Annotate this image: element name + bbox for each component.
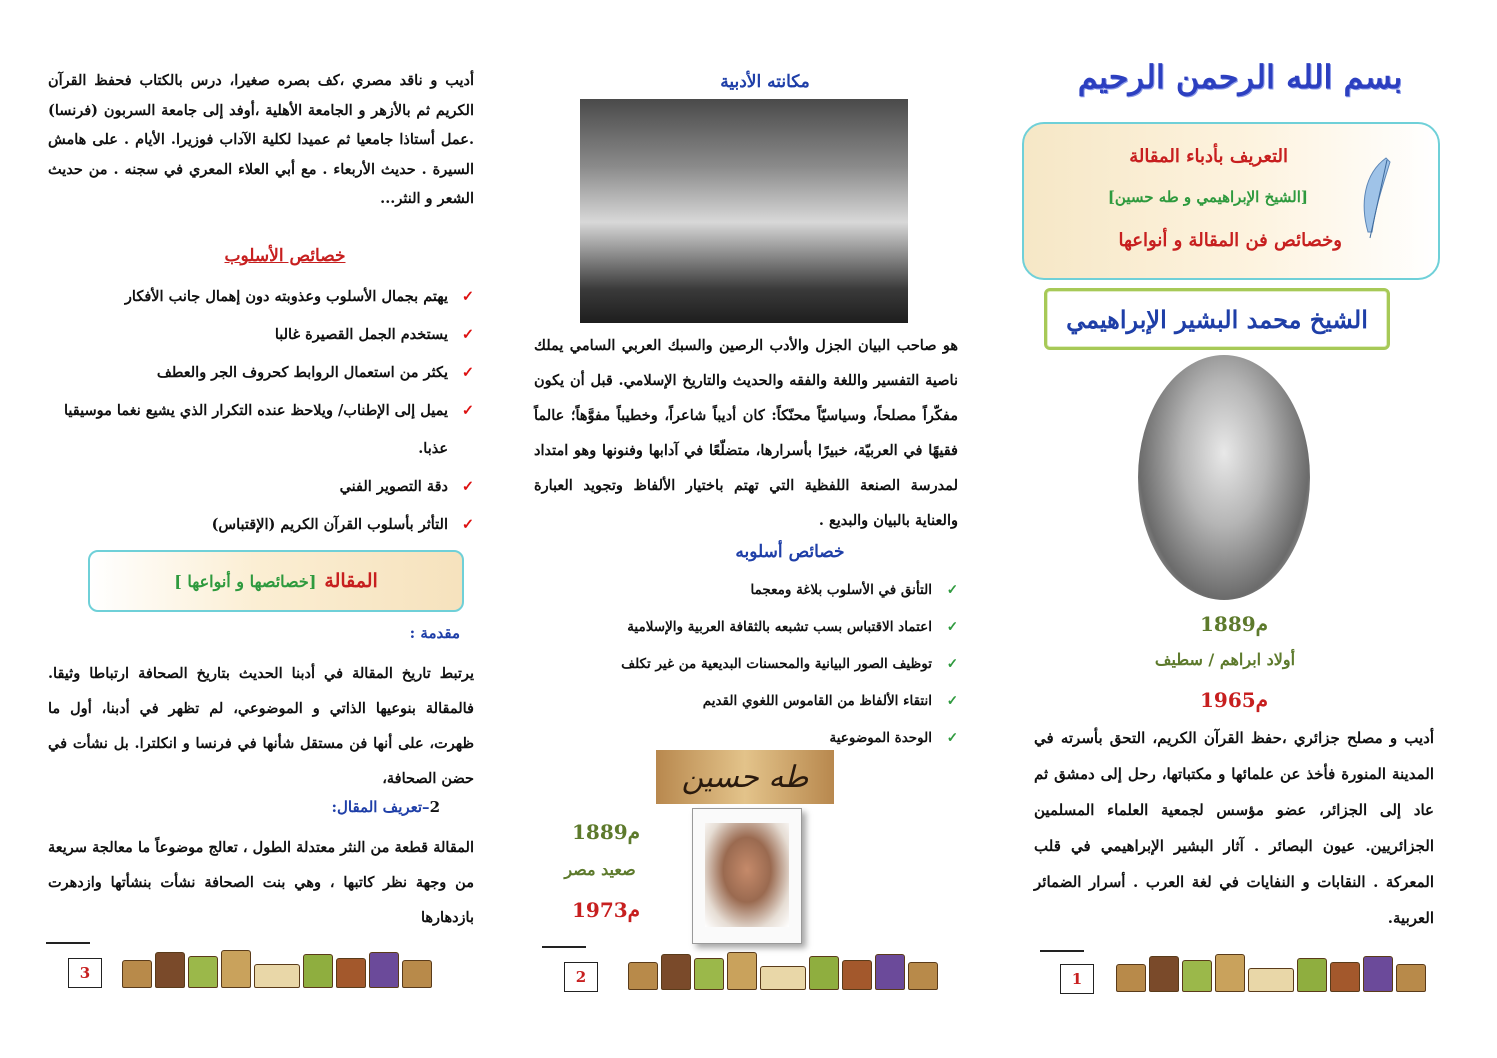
- book-icon: [1297, 958, 1327, 992]
- footer-rule: [542, 946, 586, 948]
- portrait-taha: [705, 823, 789, 927]
- intro-heading: مقدمة :: [409, 624, 460, 642]
- list-item: ✓ يميل إلى الإطناب/ ويلاحظ عنده التكرار الذي يشيع نغما موسيقيا عذبا.: [48, 392, 474, 468]
- check-icon: ✓: [461, 478, 474, 495]
- book-icon: [760, 966, 806, 990]
- definition-heading: [331, 798, 440, 816]
- intro-paragraph: يرتبط تاريخ المقالة في أدبنا الحديث بتاريخ الصحافة ارتباطا وثيقا. فالمقالة بنوعيها الذاتي و الموضوعي، لم تظهر في أدبنا، أول ما ظهرت، على أنها فن مستقل شأنها في فرنسا و انكلترا. بل نشأت في حضن الصحافة،: [48, 665, 474, 787]
- historical-photo: [580, 99, 908, 323]
- page-2: [520, 0, 970, 1058]
- article-title-green: [خصائصها و أنواعها ]: [174, 571, 317, 591]
- list-item: ✓ التأثر بأسلوب القرآن الكريم (الإقتباس): [48, 506, 474, 544]
- definition-number: 2: [429, 798, 440, 816]
- page-number-2: 2: [564, 962, 598, 992]
- taha-bio-paragraph: أديب و ناقد مصري ،كف بصره صغيرا، درس بالكتاب فحفظ القرآن الكريم ثم بالأزهر و الجامعة الأهلية ،أوفد إلى جامعة السربون (فرنسا) .عمل أستاذا جامعيا ثم عميدا لكلية الآداب فوزيرا. الأيام . على هامش السيرة . حديث الأربعاء . مع أبي العلاء المعري في سجنه . من حديث الشعر و النثر...: [48, 72, 474, 207]
- title-line-3: وخصائص فن المقالة و أنواعها: [1118, 230, 1342, 251]
- title-box: [1022, 122, 1440, 280]
- book-icon: [842, 960, 872, 990]
- book-icon: [1330, 962, 1360, 992]
- book-icon: [694, 958, 724, 990]
- book-icon: [1396, 964, 1426, 992]
- style-heading-2: خصائص أسلوبه: [735, 542, 845, 562]
- list-item: ✓ اعتماد الاقتباس بسب تشبعه بالثقافة العربية والإسلامية: [560, 609, 958, 646]
- book-icon: [661, 954, 691, 990]
- books-decoration: [1116, 954, 1436, 992]
- list-item: ✓ التأنق في الأسلوب بلاغة ومعجما: [560, 572, 958, 609]
- article-title-red: المقالة: [324, 570, 378, 592]
- taha-birth-place: صعيد مصر: [564, 860, 636, 879]
- check-icon: ✓: [461, 516, 474, 533]
- name-banner-text: الشيخ محمد البشير الإبراهيمي: [1066, 304, 1368, 334]
- name-banner: [1044, 288, 1390, 350]
- book-icon: [221, 950, 251, 988]
- book-icon: [727, 952, 757, 990]
- list-item: ✓ الوحدة الموضوعية: [560, 720, 958, 757]
- check-icon: ✓: [461, 326, 474, 343]
- book-icon: [875, 954, 905, 990]
- book-icon: [1149, 956, 1179, 992]
- book-icon: [336, 958, 366, 988]
- page-3: [40, 0, 480, 1058]
- literary-status-heading: مكانته الأدبية: [720, 72, 810, 92]
- footer-rule: [46, 942, 90, 944]
- book-icon: [254, 964, 300, 988]
- list-item: ✓ يكثر من استعمال الروابط كحروف الجر والعطف: [48, 354, 474, 392]
- list-item: ✓ يهتم بجمال الأسلوب وعذوبته دون إهمال جانب الأفكار: [48, 278, 474, 316]
- birth-year: 1889م: [1200, 612, 1269, 636]
- page-number-3: 3: [68, 958, 102, 988]
- books-decoration: [628, 952, 968, 990]
- title-line-2: [الشيخ الإبراهيمي و طه حسين]: [1107, 188, 1308, 206]
- list-item: ✓ توظيف الصور البيانية والمحسنات البديعية من غير تكلف: [560, 646, 958, 683]
- check-icon: ✓: [946, 730, 958, 746]
- book-icon: [908, 962, 938, 990]
- check-icon: ✓: [946, 656, 958, 672]
- feather-icon: [1354, 154, 1394, 244]
- check-icon: ✓: [461, 364, 474, 381]
- death-year: 1965م: [1200, 688, 1269, 712]
- article-title-box: [88, 550, 464, 612]
- list-item: ✓ انتقاء الألفاظ من القاموس اللغوي القديم: [560, 683, 958, 720]
- book-icon: [1363, 956, 1393, 992]
- check-icon: ✓: [946, 619, 958, 635]
- portrait-taha-frame: [692, 808, 802, 944]
- taha-birth-year: 1889م: [572, 820, 641, 844]
- definition-heading-text: –تعريف المقال:: [331, 798, 430, 816]
- book-icon: [1116, 964, 1146, 992]
- page-number-1: 1: [1060, 964, 1094, 994]
- book-icon: [303, 954, 333, 988]
- book-icon: [809, 956, 839, 990]
- book-icon: [402, 960, 432, 988]
- book-icon: [628, 962, 658, 990]
- literary-status-paragraph: هو صاحب البيان الجزل والأدب الرصين والسبك العربي السامي يملك ناصية التفسير واللغة والفقه والحديث والتاريخ الإسلامي. قبل أن يكون مفكّراً مصلحاً، وسياسيّاً محنّكاً: كان أديباً شاعراً، وخطيباً مفوَّهاً؛ عالماً فقيهًا في العربيّة، خبيرًا بأسرارها، متضلّعًا في آدابها وفنونها وهو امتداد لمدرسة الصنعة اللفظية التي تهتم باختيار الألفاظ وتجويد العبارة والعناية بالبيان والبديع .: [534, 337, 958, 529]
- signature-image: [656, 750, 834, 804]
- birth-place: أولاد ابراهم / سطيف: [1154, 650, 1296, 669]
- taha-death-year: 1973م: [572, 898, 641, 922]
- book-icon: [369, 952, 399, 988]
- style-list-2: [560, 572, 958, 757]
- book-icon: [1215, 954, 1245, 992]
- check-icon: ✓: [946, 693, 958, 709]
- check-icon: ✓: [461, 288, 474, 305]
- signature-text: طه حسين: [681, 759, 809, 795]
- check-icon: ✓: [946, 582, 958, 598]
- portrait-ibrahimi: [1138, 355, 1310, 600]
- definition-paragraph: المقالة قطعة من النثر معتدلة الطول ، تعالج موضوعاً ما معالجة سريعة من وجهة نظر كاتبها ، وهي بنت الصحافة نشأت بنشأتها وازدهرت بازدهارها: [48, 839, 474, 926]
- book-icon: [188, 956, 218, 988]
- book-icon: [1248, 968, 1294, 992]
- title-line-1: التعريف بأدباء المقالة: [1129, 146, 1288, 167]
- list-item: ✓ يستخدم الجمل القصيرة غالبا: [48, 316, 474, 354]
- basmala-calligraphy: بسم الله الرحمن الرحيم: [1077, 58, 1403, 96]
- list-item: ✓ دقة التصوير الفني: [48, 468, 474, 506]
- check-icon: ✓: [461, 402, 474, 419]
- style-list-3: [48, 278, 474, 544]
- book-icon: [1182, 960, 1212, 992]
- style-heading-3: خصائص الأسلوب: [224, 246, 346, 266]
- book-icon: [122, 960, 152, 988]
- books-decoration: [122, 950, 462, 988]
- page-1: [1020, 0, 1460, 1058]
- bio-paragraph: أديب و مصلح جزائري ،حفظ القرآن الكريم، التحق بأسرته في المدينة المنورة فأخذ عن علمائها و مكتباتها، رحل إلى دمشق ثم عاد إلى الجزائر، عضو مؤسس لجمعية العلماء المسلمين الجزائريين. عيون البصائر . آثار البشير الإبراهيمي في قلب المعركة . النقابات و النفايات في لغة العرب . أسرار الضمائر العربية.: [1034, 729, 1434, 927]
- footer-rule: [1040, 950, 1084, 952]
- book-icon: [155, 952, 185, 988]
